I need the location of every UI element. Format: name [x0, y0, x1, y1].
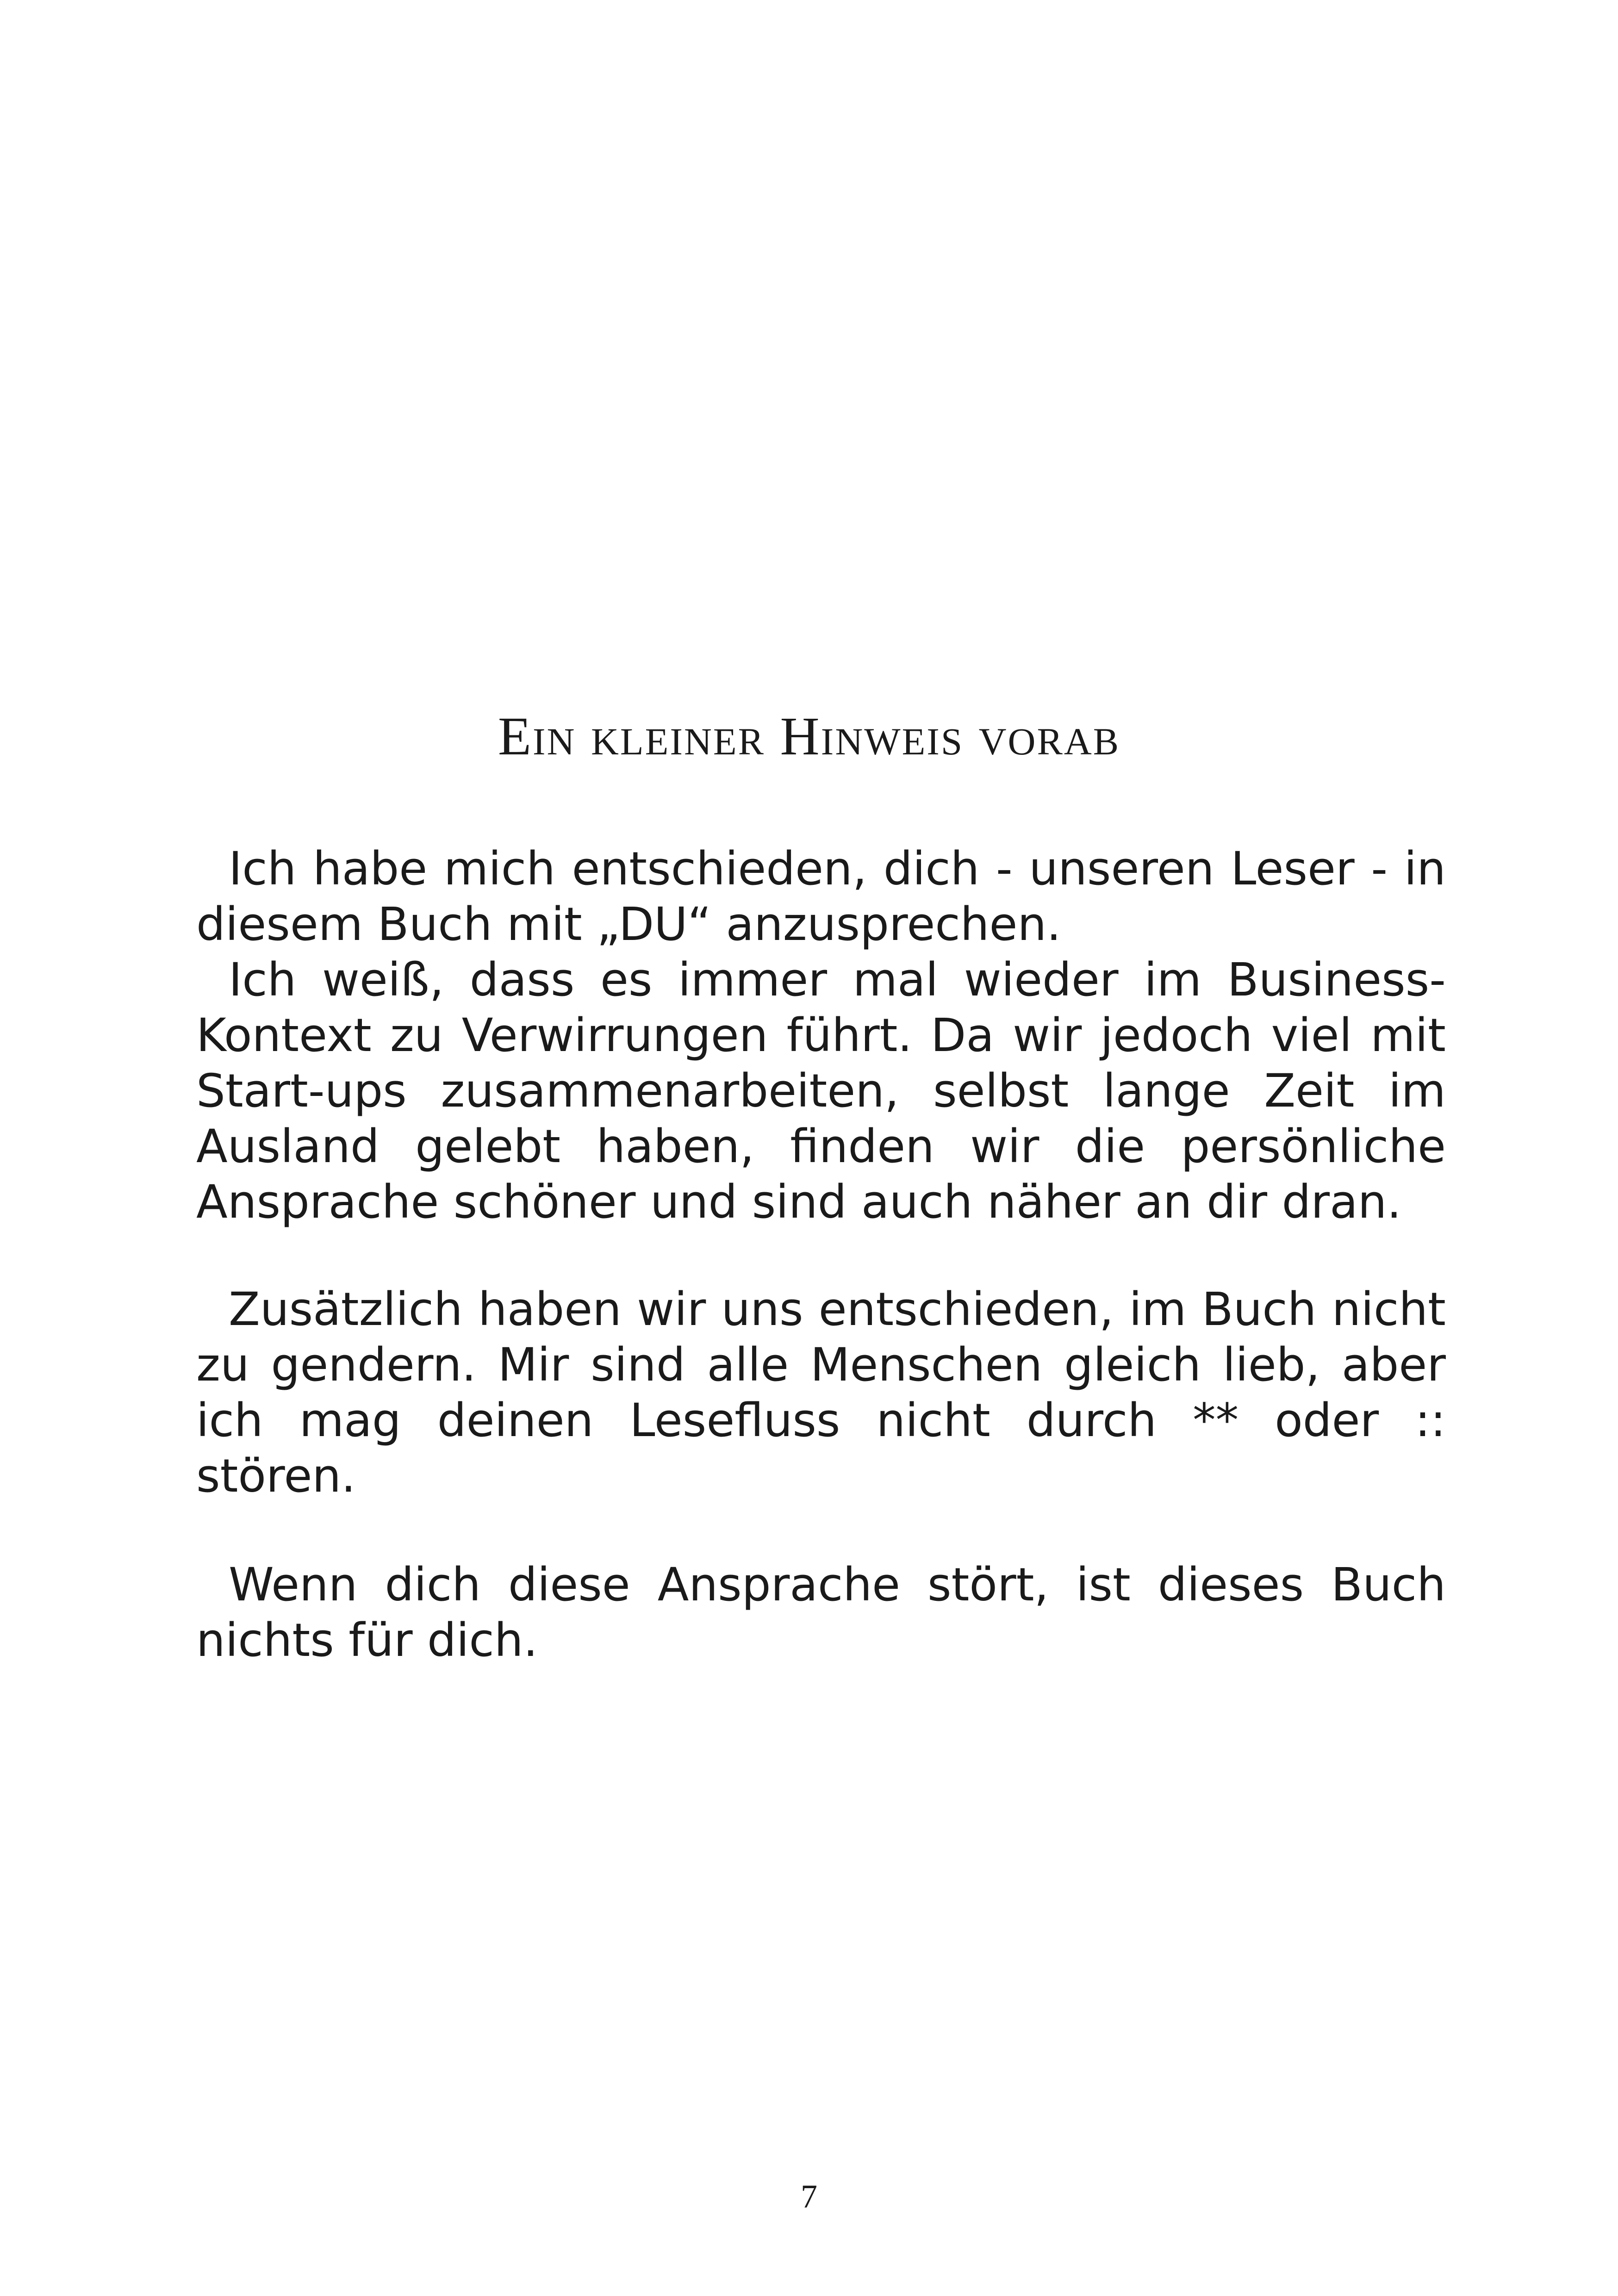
page-title: Ein kleiner Hinweis vorab — [498, 706, 1120, 766]
page-number: 7 — [801, 2178, 817, 2215]
body-text-block-3 — [196, 1557, 1446, 1668]
paragraph: Ich habe mich entschieden, dich - unseren Leser - in diesem Buch mit „DU“ anzusprechen. — [196, 842, 1446, 951]
body-text-block-1 — [196, 841, 1446, 1230]
body-text-block-2 — [196, 1282, 1446, 1504]
paragraph: Wenn dich diese Ansprache stört, ist dieses Buch nichts für dich. — [196, 1558, 1446, 1667]
paragraph: Ich weiß, dass es immer mal wieder im Business-Kontext zu Verwirrungen führt. Da wir jedoch viel mit Start-ups zusammenarbeiten, selbst lange Zeit im Ausland gelebt haben, finden wir die persönliche Ansprache schöner und sind auch näher an dir dran. — [196, 953, 1446, 1229]
paragraph: Zusätzlich haben wir uns entschieden, im Buch nicht zu gendern. Mir sind alle Menschen gleich lieb, aber ich mag deinen Lesefluss nicht durch ** oder :: stören. — [196, 1283, 1446, 1503]
